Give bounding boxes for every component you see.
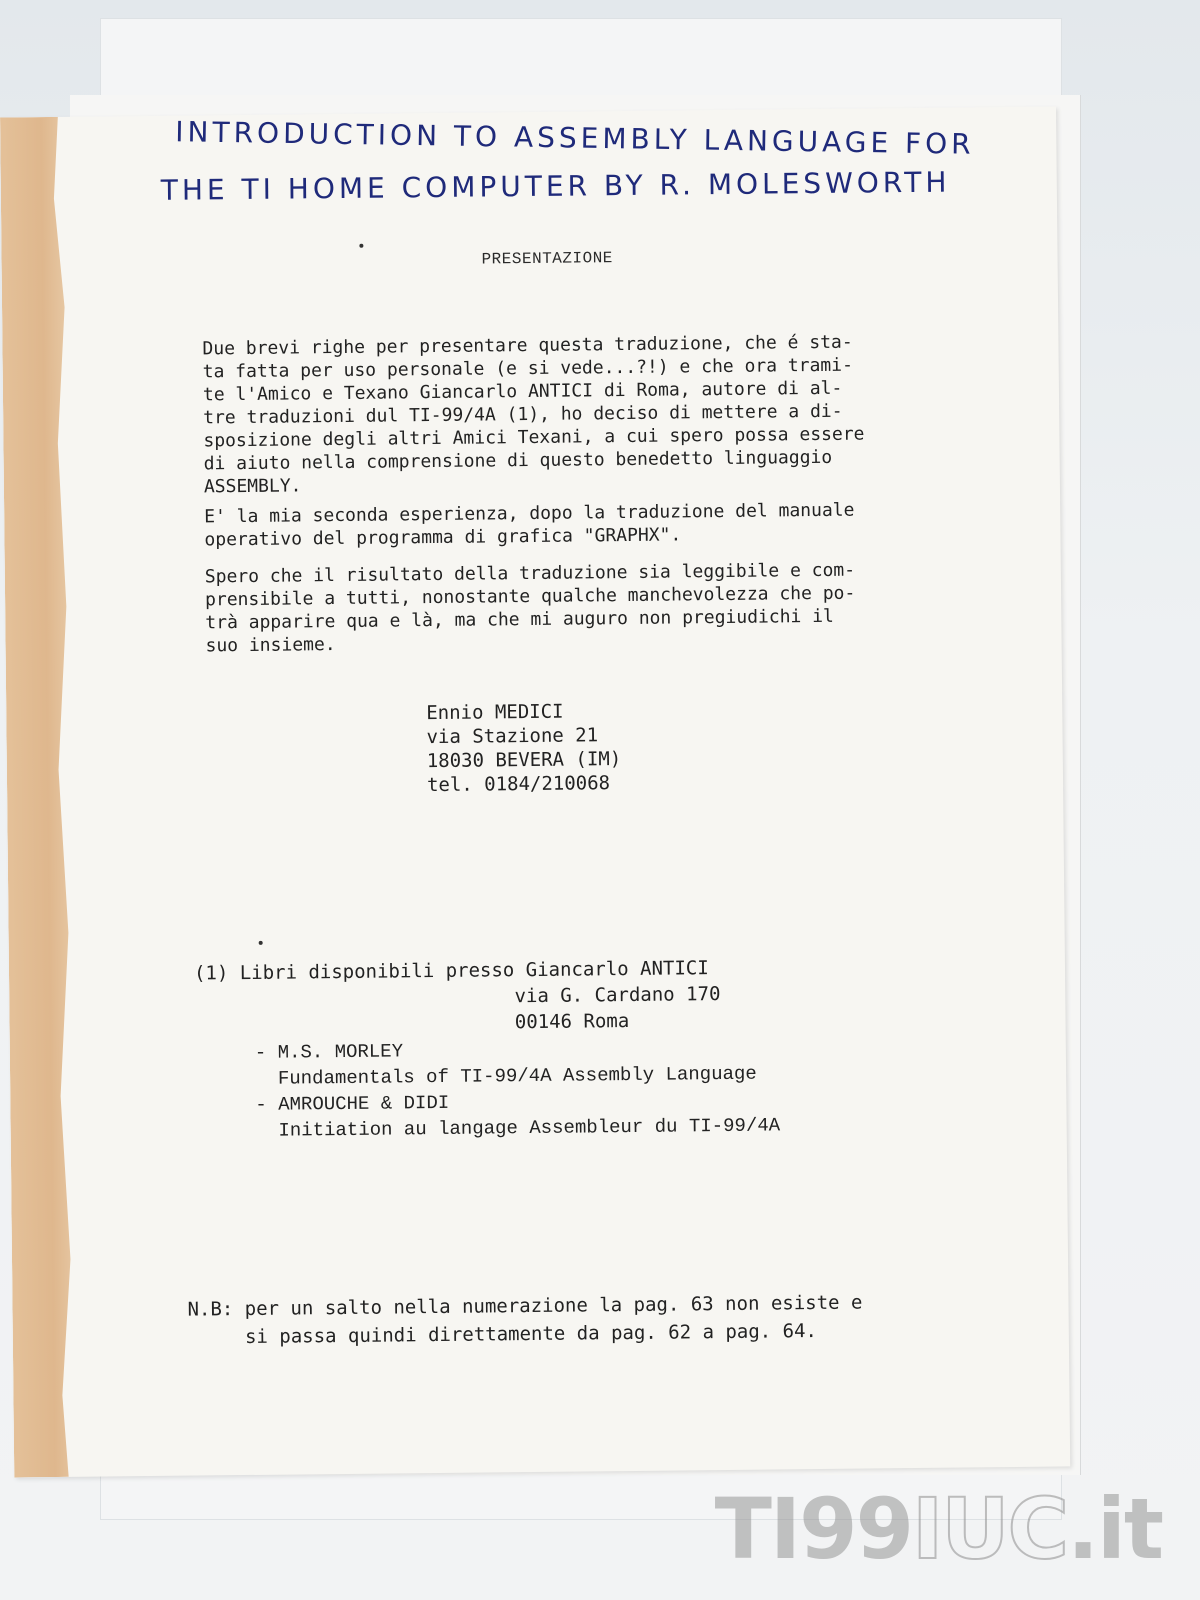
signature-block: Ennio MEDICI via Stazione 21 18030 BEVERA (IM) tel. 0184/210068 (426, 700, 622, 797)
ink-dot (259, 941, 263, 945)
paragraph-3: Spero che il risultato della traduzione sia leggibile e com- prensibile a tutti, nonostante qualche manchevolezza che po- trà apparire qua e là, ma che mi auguro non pregiudichi il suo insieme. (204, 559, 856, 657)
handwritten-title-line-1: INTRODUCTION TO ASSEMBLY LANGUAGE FOR (175, 115, 975, 161)
book-item: - M.S. MORLEY Fundamentals of TI-99/4A Assembly Language (254, 1040, 757, 1090)
book-list (255, 1034, 781, 1143)
watermark-solid: TI99 (714, 1480, 913, 1578)
footnote: (1) Libri disponibili presso Giancarlo ANTICI via G. Cardano 170 00146 Roma (193, 957, 721, 1037)
paragraph-2: E' la mia seconda esperienza, dopo la traduzione del manuale operativo del programma di grafica "GRAPHX". (204, 499, 855, 551)
watermark-hollow: IUC (912, 1480, 1068, 1578)
handwritten-title-line-2: THE TI HOME COMPUTER BY R. MOLESWORTH (160, 165, 951, 207)
aged-tape-strip (0, 117, 82, 1478)
note: N.B: per un salto nella numerazione la pag. 63 non esiste e si passa quindi direttamente da pag. 62 a pag. 64. (187, 1291, 863, 1349)
page-heading: PRESENTAZIONE (481, 249, 613, 269)
book-item: - AMROUCHE & DIDI Initiation au langage Assembleur du TI-99/4A (255, 1091, 781, 1142)
paragraph-1: Due brevi righe per presentare questa traduzione, che é sta- ta fatta per uso personale (e si vede...?!) e che ora trami- te l'Amico e Texano Giancarlo ANTICI di Roma, autore di al- tre traduzioni dul TI-99/4A (1), ho deciso di mettere a di- sposizione degli altri Amici Texani, a cui spero possa essere di aiuto nella comprensione di questo benedetto linguaggio ASSEMBLY. (202, 331, 865, 498)
ink-dot (359, 244, 363, 248)
site-watermark (715, 1480, 1162, 1578)
document-page (0, 106, 1070, 1477)
watermark-suffix: .it (1067, 1480, 1162, 1578)
